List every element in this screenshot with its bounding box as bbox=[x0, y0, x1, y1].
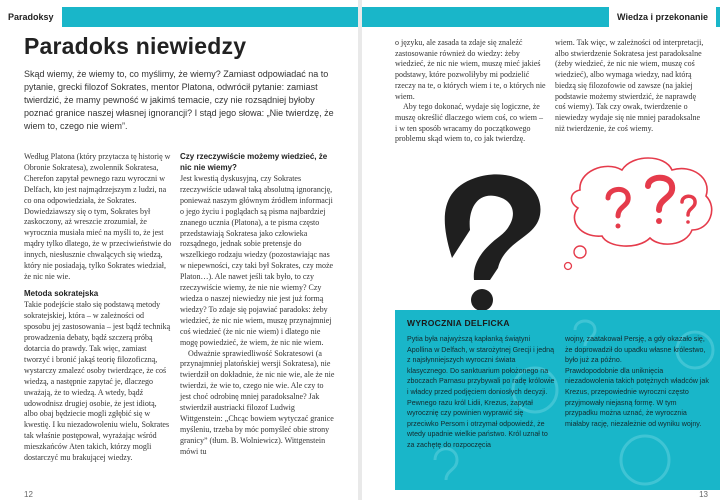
subheading: Metoda sokratejska bbox=[24, 288, 99, 298]
box-text: wojny, zaatakował Persję, a gdy okazało się, że doprowadził do upadku własne królestwo, było już za późno. Prawdopodobnie dla uniknięcia niezadowolenia takich potężnych władców jak Krezus, przepowiednie wyroczni często przyjmowały niejasną formę. W tym przypadku można uznać, że wyrocznia miałaby rację, niezależnie od wyniku wojny. bbox=[565, 335, 709, 428]
large-question-mark-icon bbox=[445, 174, 541, 311]
box-title: WYROCZNIA DELFICKA bbox=[407, 318, 510, 328]
box-column-2 bbox=[565, 334, 711, 429]
body-paragraph: o języku, ale zasada ta zdaje się znaleźć zastosowanie również do wiedzy: żeby wiedzieć, że nic nie wiem, muszę mieć jakieś podstawy, które pozwoliłyby mi podzielić rzeczy na te, o których wiem i te, o których nie wiem. bbox=[395, 38, 546, 101]
body-paragraph: Aby tego dokonać, wydaje się logiczne, że muszę określić dlaczego wiem coś, co wiem – i w ten sposób wracamy do początkowego problemu skąd wiem to, co jak twierdzę. bbox=[395, 102, 543, 144]
page-title: Paradoks niewiedzy bbox=[24, 33, 247, 59]
lead-paragraph: Skąd wiemy, że wiemy to, co myślimy, że wiemy? Zamiast odpowiadać na to pytanie, grecki filozof Sokrates, mentor Platona, odwrócił pytanie: zamiast twierdzić, że mamy pewność w jakimś temacie, czy nie rozsądniej byłoby poznać granice naszej własnej ignorancji? I stąd jego słowa: „Nie twierdzę, że wiem to, czego nie wiem”. bbox=[24, 69, 334, 131]
body-paragraph: Odważnie sprawiedliwość Sokratesowi (a przynajmniej platońskiej wersji Sokratesa), nie twierdził on dokładnie, że nic nie wie, ale że nie twierdzi, że wie to, czego nie wie. Ale czy to jest choć odrobinę mniej paradoksalne? Jak stwierdził austriacki filozof Ludwig Wittgenstein: „Chcąc bowiem wytyczać granice myśleniu, trzeba by móc pomyśleć obie strony granicy” (tłum. B. Wolniewicz). Wittgenstein mówi tu bbox=[180, 348, 335, 456]
left-column-1 bbox=[24, 152, 172, 464]
left-page bbox=[0, 0, 358, 500]
left-header-label: Paradoksy bbox=[0, 7, 62, 27]
page-number: 13 bbox=[699, 490, 708, 499]
right-header-label: Wiedza i przekonanie bbox=[609, 7, 716, 27]
body-paragraph: Według Platona (który przytacza tę historię w Obronie Sokratesa), zwolennik Sokratesa, Cherefon zapytał pewnego razu wyroczni w Delfach, kto jest najmądrzejszym z ludzi, na co ona odpowiedziała, że Sokrates. Dowiedziawszy się o tym, Sokrates był zaskoczony, aż wreszcie zrozumiał, że wyrocznia musiała mieć na myśli to, że jest mądry tylko dlatego, że w przeciwieństwie do innych, niesłusznie chwalących się wiedzą, który nie posiadają, tylko Sokrates wiedział, że nic nie wie. bbox=[24, 152, 172, 281]
right-column-1 bbox=[395, 38, 547, 145]
info-box-delphic-oracle bbox=[395, 310, 720, 490]
box-column-1 bbox=[407, 334, 555, 451]
right-column-2 bbox=[555, 38, 705, 134]
subheading: Czy rzeczywiście możemy wiedzieć, że nic nie wiemy? bbox=[180, 152, 328, 172]
body-paragraph: wiem. Tak więc, w zależności od interpretacji, albo stwierdzenie Sokratesa jest paradoksalne (żeby wiedzieć, że nic nie wiem, muszę coś wiedzieć), albo wymaga wiedzy, nad którą biedzą się filozofowie od zawsze (na jakiej podstawie możemy stwierdzić, że naprawdę coś wiemy). Tak czy owak, twierdzenie o niewiedzy wydaje się nie mniej paradoksalne niż twierdzenie, że coś wiemy. bbox=[555, 38, 704, 133]
left-column-2 bbox=[180, 152, 335, 458]
page-number: 12 bbox=[24, 490, 33, 499]
body-paragraph: Takie podejście stało się podstawą metody sokratejskiej, która – w zależności od sposobu jej zastosowania – jest bądź techniką prowadzenia debaty, bądź szczerą próbą dotarcia do prawdy. Tak więc, zamiast tworzyć i bronić jakąś teorię filozoficzną, wystarczy zmalezć osoby twierdzące, że coś wiedzą, a następnie zapytać je, dlaczego uważają, że to wiedzą. A wtedy, bądź udowodnisz drugiej osobie, że jest idiotą, albo obaj będziecie mogli zgłębić się w kwestię. I ku niezadowoleniu wielu, Sokrates tak właśnie postępował, wyrażając wśród mieszkańców Aten takich, którzy mogli dostarczyć mu brakującej wiedzy. bbox=[24, 300, 171, 463]
question-mark-thought-bubble-illustration bbox=[380, 150, 720, 320]
box-text: Pytia była najwyższą kapłanką świątyni Apollina w Delfach, w starożytnej Grecji i jedną z najsłynniejszych wyroczni świata klasycznego. Do sanktuarium położonego na zboczach Parnasu przybywali po radę królowie i władcy przed podjęciem doniosłych decyzji. Pewnego razu król Lidii, Krezus, zapytał wyrocznię czy powinien wyprawić się przeciwko Persom i otrzymał odpowiedź, że wtedy upadnie wielkie państwo. Król uznał to za zachętę do rozpoczęcia bbox=[407, 335, 555, 449]
body-paragraph: Jest kwestią dyskusyjną, czy Sokrates rzeczywiście udawał taką absolutną ignorancję, ponieważ naszym głównym źródłem informacji o jego życiu i poglądach są pisma najbardziej znanego ucznia (Platona), a te pisma często przedstawiają Sokratesa jako człowieka rozsądnego, jednak sobie pretensje do wszelkiego rodzaju wiedzy (pozostawiając nas w niepewności, czy taki był Sokrates, czy może Platon…). Ale nawet jeśli tak było, to czy rzeczywiście wiemy, że nie nie wiemy? Czy wiedza o naszej niewiedzy nie jest już formą wiedzy? To zdaje się pojawiać paradoks: żeby wiedzieć, że nic nie wiem, muszę przynajmniej coś wiedzieć (że nic nie wiem) i dlatego nie mogę powiedzieć, że wiem, że nic nie wiem. bbox=[180, 174, 334, 347]
